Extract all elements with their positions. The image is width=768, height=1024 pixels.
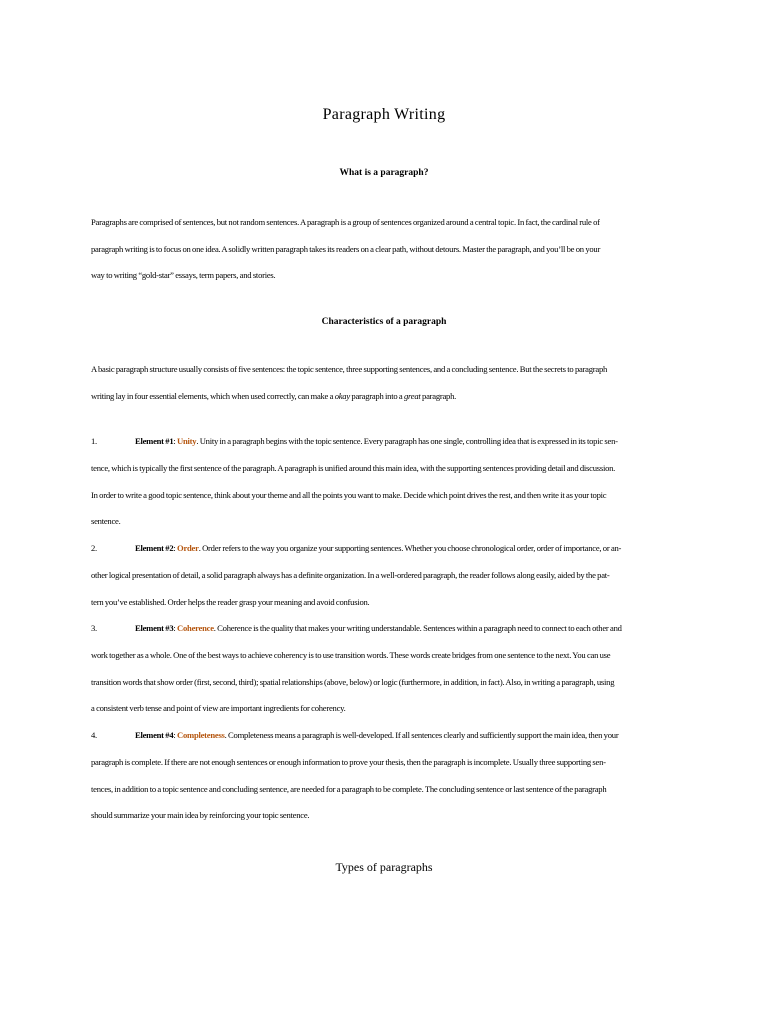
intro-line: paragraph writing is to focus on one idea. A solidly written paragraph takes its readers on a clear path, without detours. Master the paragraph, and you’ll be on your (91, 243, 601, 254)
element-first-line: 4. Element #4: Completeness. Completeness means a paragraph is well-developed. If all sentences clearly and sufficiently support the main idea, then your (91, 722, 681, 749)
element-text: . Unity in a paragraph begins with the topic sentence. Every paragraph has one single, controlling idea that is expressed in its topic sen- (196, 436, 618, 446)
basic-text: writing lay in four essential elements, which when used correctly, can make a (91, 390, 335, 401)
intro-line: Paragraphs are comprised of sentences, but not random sentences. A paragraph is a group of sentences organized around a central topic. In fact, the cardinal rule of (91, 217, 600, 227)
element-first-line: 1. Element #1: Unity. Unity in a paragraph begins with the topic sentence. Every paragraph has one single, controlling idea that is expressed in its topic sen- (91, 428, 681, 455)
element-label: Element #1 (135, 436, 174, 446)
what-heading: What is a paragraph? (339, 168, 429, 178)
element-text: . Completeness means a paragraph is well-developed. If all sentences clearly and sufficiently support the main idea, then your (224, 730, 619, 740)
element-item-2 (91, 535, 681, 615)
element-first-line: 3. Element #3: Coherence. Coherence is the quality that makes your writing understandable. Sentences within a paragraph need to connect to each other and (91, 615, 681, 642)
list-number: 2. (91, 543, 97, 553)
page-title: Paragraph Writing (322, 106, 446, 123)
element-line: tences, in addition to a topic sentence and concluding sentence, are needed for a paragraph to be complete. The concluding sentence or last sentence of the paragraph (91, 783, 607, 794)
element-label: Element #4 (135, 730, 174, 740)
element-item-1 (91, 428, 681, 535)
element-line: work together as a whole. One of the best ways to achieve coherency is to use transition words. These words create bridges from one sentence to the next. You can use (91, 649, 611, 660)
element-line: tence, which is typically the first sentence of the paragraph. A paragraph is unified around this main idea, with the supporting sentences providing detail and discussion. (91, 462, 616, 473)
element-item-4 (91, 722, 681, 829)
element-keyword: Order (177, 543, 199, 553)
element-keyword: Completeness (177, 730, 225, 740)
element-line: sentence. (91, 516, 121, 527)
element-item-3 (91, 615, 681, 722)
list-number: 3. (91, 623, 97, 633)
intro-line: way to writing “gold-star” essays, term papers, and stories. (91, 270, 276, 280)
basic-line (91, 383, 681, 410)
okay-emphasis: okay (334, 390, 350, 401)
basic-line: A basic paragraph structure usually consists of five sentences: the topic sentence, three supporting sentences, and a concluding sentence. But the secrets to paragraph (91, 364, 608, 374)
basic-text: paragraph. (420, 390, 457, 401)
list-number: 1. (91, 436, 97, 446)
element-label: Element #2 (135, 543, 174, 553)
element-line: a consistent verb tense and point of view are important ingredients for coherency. (91, 703, 346, 714)
element-keyword: Coherence (177, 623, 214, 633)
element-label: Element #3 (135, 623, 174, 633)
characteristics-heading: Characteristics of a paragraph (321, 317, 447, 327)
types-heading: Types of paragraphs (335, 860, 433, 874)
element-text: . Coherence is the quality that makes your writing understandable. Sentences within a paragraph need to connect to each other and (213, 623, 622, 633)
list-number: 4. (91, 730, 97, 740)
element-first-line: 2. Element #2: Order. Order refers to the way you organize your supporting sentences. Whether you choose chronological order, order of importance, or an- (91, 535, 681, 562)
element-keyword: Unity (177, 436, 197, 446)
element-line: transition words that show order (first, second, third); spatial relationships (above, below) or logic (furthermore, in addition, in fact). Also, in writing a paragraph, using (91, 676, 615, 687)
great-emphasis: great (403, 390, 421, 401)
element-line: paragraph is complete. If there are not enough sentences or enough information to prove your thesis, then the paragraph is incomplete. Usually three supporting sen- (91, 756, 606, 767)
intro-paragraph (91, 209, 681, 289)
basic-paragraph (91, 356, 681, 409)
element-line: should summarize your main idea by reinforcing your topic sentence. (91, 810, 310, 821)
element-text: . Order refers to the way you organize your supporting sentences. Whether you choose chronological order, order of importance, or an- (198, 543, 622, 553)
element-line: tern you’ve established. Order helps the reader grasp your meaning and avoid confusion. (91, 596, 370, 607)
basic-text: paragraph into a (349, 390, 404, 401)
element-line: In order to write a good topic sentence, think about your theme and all the points you want to make. Decide which point drives the rest, and then write it as your topic (91, 489, 607, 500)
element-line: other logical presentation of detail, a solid paragraph always has a definite organization. In a well-ordered paragraph, the reader follows along easily, aided by the pat- (91, 569, 610, 580)
